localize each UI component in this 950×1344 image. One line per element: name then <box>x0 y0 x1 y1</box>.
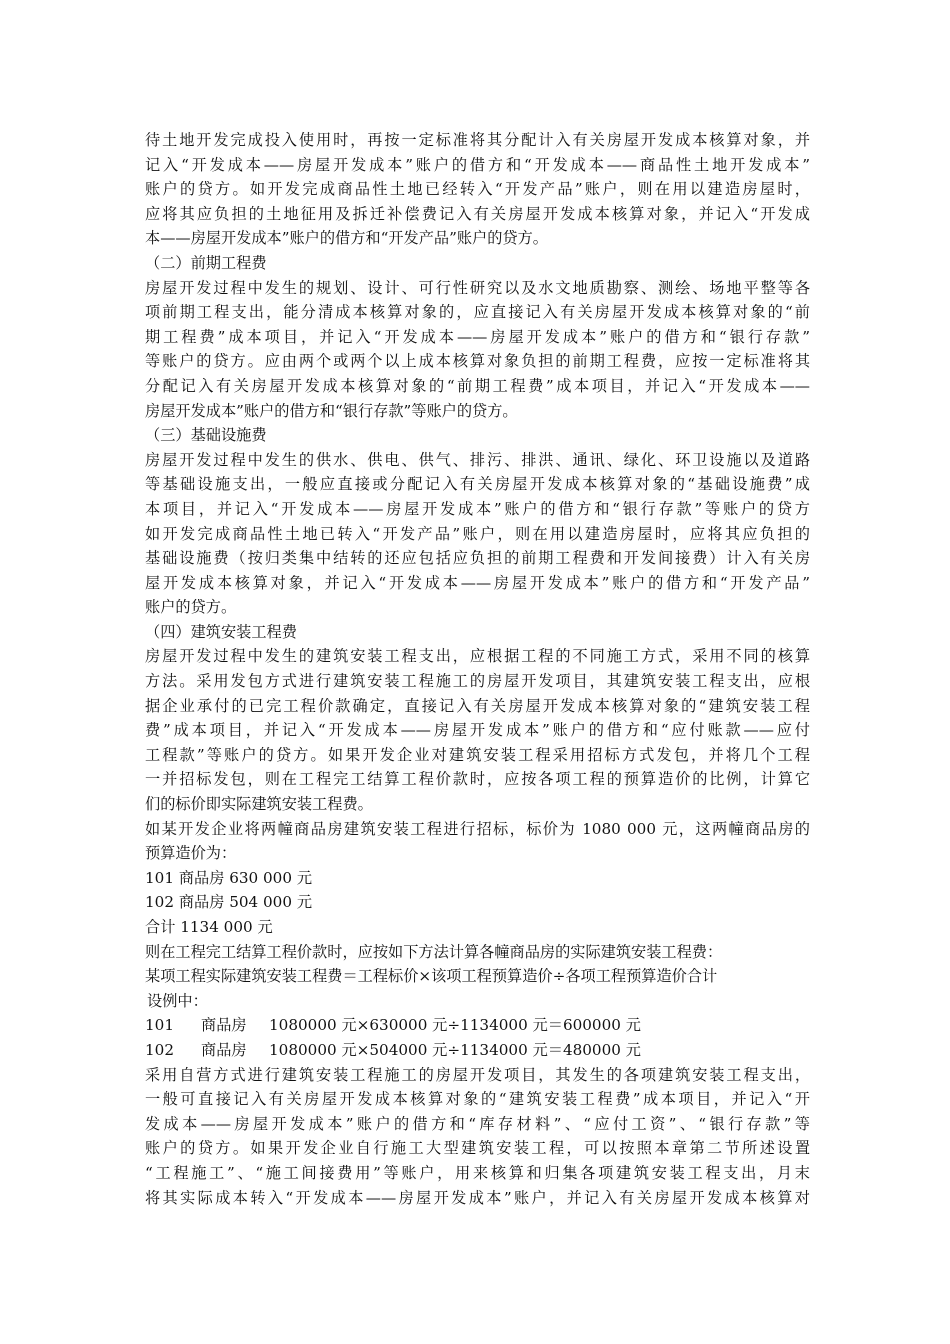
paragraph-line: 房屋开发成本”账户的借方和“银行存款”等账户的贷方。 <box>145 401 518 420</box>
paragraph-line: 账户的贷方。如果开发企业自行施工大型建筑安装工程，可以按照本章第二节所述设置 <box>145 1139 810 1158</box>
paragraph-line: 基础设施费（按归类集中结转的还应包括应负担的前期工程费和开发间接费）计入有关房 <box>145 549 810 568</box>
paragraph-line: 方法。采用发包方式进行建筑安装工程施工的房屋开发项目，其建筑安装工程支出，应根 <box>145 672 810 691</box>
paragraph-line: 期工程费”成本项目，并记入“开发成本——房屋开发成本”账户的借方和“银行存款” <box>145 327 810 346</box>
paragraph-line: 本项目，并记入“开发成本——房屋开发成本”账户的借方和“银行存款”等账户的贷方 <box>145 499 810 518</box>
paragraph-line: 们的标价即实际建筑安装工程费。 <box>145 795 373 814</box>
calc-row-102 <box>145 1038 810 1063</box>
paragraph-line: 如某开发企业将两幢商品房建筑安装工程进行招标，标价为 1080 000 元，这两幢商品房的 <box>145 819 810 838</box>
paragraph-line: 项前期工程支出，能分清成本核算对象的，应直接记入有关房屋开发成本核算对象的“前 <box>145 303 810 322</box>
paragraph-line: “工程施工”、“施工间接费用”等账户，用来核算和归集各项建筑安装工程支出，月末 <box>145 1163 810 1182</box>
budget-line-101: 101 商品房 630 000 元 <box>145 868 313 887</box>
paragraph-line: 记入“开发成本——房屋开发成本”账户的借方和“开发成本——商品性土地开发成本” <box>145 155 810 174</box>
calc-row-name: 商品房 <box>201 1016 247 1035</box>
paragraph-line: 则在工程完工结算工程价款时，应按如下方法计算各幢商品房的实际建筑安装工程费： <box>145 942 723 961</box>
paragraph-line: 据企业承付的已完工程价款确定，直接记入有关房屋开发成本核算对象的“建筑安装工程 <box>145 696 810 715</box>
paragraph-line: 一并招标发包，则在工程完工结算工程价款时，应按各项工程的预算造价的比例，计算它 <box>145 770 810 789</box>
formula-line: 某项工程实际建筑安装工程费＝工程标价×该项工程预算造价÷各项工程预算造价合计 <box>145 967 718 986</box>
paragraph-line: 本——房屋开发成本”账户的借方和“开发产品”账户的贷方。 <box>145 229 548 248</box>
calc-row-101 <box>145 1013 810 1038</box>
section-heading-3: （三）基础设施费 <box>145 426 267 445</box>
calc-row-formula: 1080000 元×504000 元÷1134000 元＝480000 元 <box>269 1040 641 1059</box>
paragraph-line: 费”成本项目，并记入“开发成本——房屋开发成本”账户的借方和“应付账款——应付 <box>145 721 810 740</box>
paragraph-line: 分配记入有关房屋开发成本核算对象的“前期工程费”成本项目，并记入“开发成本—— <box>145 376 810 395</box>
paragraph-line: 房屋开发过程中发生的供水、供电、供气、排污、排洪、通讯、绿化、环卫设施以及道路 <box>145 450 810 469</box>
paragraph-line: 屋开发成本核算对象，并记入“开发成本——房屋开发成本”账户的借方和“开发产品” <box>145 573 810 592</box>
paragraph-line: 采用自营方式进行建筑安装工程施工的房屋开发项目，其发生的各项建筑安装工程支出， <box>145 1065 810 1084</box>
paragraph-line: 预算造价为： <box>145 844 237 863</box>
calc-row-number: 102 <box>145 1040 174 1059</box>
paragraph-line: 发成本——房屋开发成本”账户的借方和“库存材料”、“应付工资”、“银行存款”等 <box>145 1114 810 1133</box>
paragraph-line: 一般可直接记入有关房屋开发成本核算对象的“建筑安装工程费”成本项目，并记入“开 <box>145 1090 810 1109</box>
paragraph-line: 等基础设施支出，一般应直接或分配记入有关房屋开发成本核算对象的“基础设施费”成 <box>145 475 810 494</box>
paragraph-line: 应将其应负担的土地征用及拆迁补偿费记入有关房屋开发成本核算对象，并记入“开发成 <box>145 204 810 223</box>
calc-row-number: 101 <box>145 1016 174 1035</box>
document-body <box>145 128 810 1210</box>
paragraph-line: 工程款”等账户的贷方。如果开发企业对建筑安装工程采用招标方式发包，并将几个工程 <box>145 745 810 764</box>
paragraph-line: 待土地开发完成投入使用时，再按一定标准将其分配计入有关房屋开发成本核算对象，并 <box>145 131 810 149</box>
budget-line-102: 102 商品房 504 000 元 <box>145 893 313 912</box>
budget-total-line: 合计 1134 000 元 <box>145 918 273 936</box>
calc-row-name: 商品房 <box>201 1040 247 1059</box>
paragraph-line: 账户的贷方。 <box>145 598 237 617</box>
paragraph-line: 等账户的贷方。应由两个或两个以上成本核算对象负担的前期工程费，应按一定标准将其 <box>145 352 810 371</box>
section-heading-2: （二）前期工程费 <box>145 253 267 272</box>
paragraph-line: 将其实际成本转入“开发成本——房屋开发成本”账户，并记入有关房屋开发成本核算对 <box>145 1188 810 1207</box>
example-label: 设例中： <box>147 991 208 1010</box>
calc-row-formula: 1080000 元×630000 元÷1134000 元＝600000 元 <box>269 1016 641 1035</box>
paragraph-line: 账户的贷方。如开发完成商品性土地已经转入“开发产品”账户，则在用以建造房屋时， <box>145 180 810 199</box>
section-heading-4: （四）建筑安装工程费 <box>145 622 297 641</box>
paragraph-line: 房屋开发过程中发生的规划、设计、可行性研究以及水文地质勘察、测绘、场地平整等各 <box>145 278 810 297</box>
paragraph-line: 如开发完成商品性土地已转入“开发产品”账户，则在用以建造房屋时，应将其应负担的 <box>145 524 810 543</box>
paragraph-line: 房屋开发过程中发生的建筑安装工程支出，应根据工程的不同施工方式，采用不同的核算 <box>145 647 810 666</box>
